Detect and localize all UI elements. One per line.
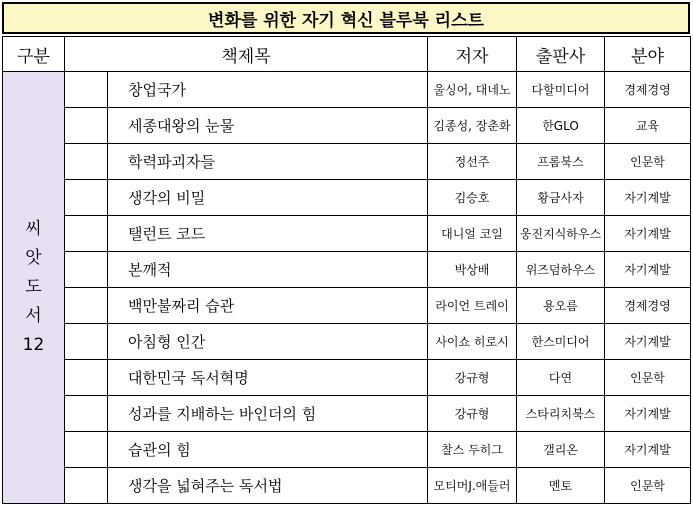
book-publisher: 다연 — [517, 360, 605, 396]
blank-cell — [65, 180, 108, 216]
book-author: 울싱어, 대네노 — [428, 72, 517, 108]
category-line: 앗 — [25, 248, 42, 268]
book-field: 자기계발 — [605, 252, 691, 288]
book-author: 박상배 — [428, 252, 517, 288]
table-row — [3, 108, 691, 144]
blank-cell — [65, 360, 108, 396]
table-row — [3, 432, 691, 468]
book-publisher: 웅진지식하우스 — [517, 216, 605, 252]
table-row — [3, 144, 691, 180]
blank-cell — [65, 396, 108, 432]
book-author: 라이언 트레이 — [428, 288, 517, 324]
book-field: 경제경영 — [605, 288, 691, 324]
blank-cell — [65, 432, 108, 468]
book-title: 대한민국 독서혁명 — [108, 360, 428, 396]
book-author: 대니얼 코일 — [428, 216, 517, 252]
blank-cell — [65, 324, 108, 360]
book-title: 본깨적 — [108, 252, 428, 288]
sheet-title: 변화를 위한 자기 혁신 블루북 리스트 — [2, 2, 690, 34]
book-publisher: 다할미디어 — [517, 72, 605, 108]
blank-cell — [65, 216, 108, 252]
table-row — [3, 252, 691, 288]
book-author: 찰스 두히그 — [428, 432, 517, 468]
book-publisher: 한스미디어 — [517, 324, 605, 360]
book-field: 자기계발 — [605, 180, 691, 216]
book-title: 탤런트 코드 — [108, 216, 428, 252]
book-field: 인문학 — [605, 360, 691, 396]
book-publisher: 스타리치북스 — [517, 396, 605, 432]
book-title: 생각을 넓혀주는 독서법 — [108, 468, 428, 504]
header-category: 구분 — [3, 37, 65, 72]
header-field: 분야 — [605, 37, 691, 72]
category-line: 서 — [25, 306, 42, 326]
table-row — [3, 216, 691, 252]
book-title: 학력파괴자들 — [108, 144, 428, 180]
book-title: 세종대왕의 눈물 — [108, 108, 428, 144]
blank-cell — [65, 288, 108, 324]
book-title: 아침형 인간 — [108, 324, 428, 360]
book-publisher: 위즈덤하우스 — [517, 252, 605, 288]
book-publisher: 용오름 — [517, 288, 605, 324]
book-author: 강규형 — [428, 360, 517, 396]
table-row — [3, 324, 691, 360]
header-row — [3, 37, 691, 72]
book-field: 교육 — [605, 108, 691, 144]
category-line: 씨 — [25, 219, 42, 239]
book-publisher: 멘토 — [517, 468, 605, 504]
book-field: 인문학 — [605, 144, 691, 180]
table-row — [3, 288, 691, 324]
blank-cell — [65, 252, 108, 288]
book-title: 습관의 힘 — [108, 432, 428, 468]
book-field: 자기계발 — [605, 324, 691, 360]
book-title: 백만불짜리 습관 — [108, 288, 428, 324]
table-row — [3, 396, 691, 432]
blank-cell — [65, 72, 108, 108]
category-line: 12 — [22, 335, 45, 355]
blank-cell — [65, 468, 108, 504]
book-author: 사이쇼 히로시 — [428, 324, 517, 360]
header-book-title: 책제목 — [65, 37, 428, 72]
header-author: 저자 — [428, 37, 517, 72]
book-author: 강규형 — [428, 396, 517, 432]
table-row — [3, 468, 691, 504]
book-publisher: 황금사자 — [517, 180, 605, 216]
book-table — [2, 36, 691, 504]
book-field: 자기계발 — [605, 396, 691, 432]
category-cell — [3, 72, 65, 504]
table-row — [3, 360, 691, 396]
book-publisher: 갤리온 — [517, 432, 605, 468]
blank-cell — [65, 144, 108, 180]
book-author: 김종성, 장춘화 — [428, 108, 517, 144]
book-author: 김승호 — [428, 180, 517, 216]
table-row — [3, 72, 691, 108]
book-title: 창업국가 — [108, 72, 428, 108]
book-publisher: 한GLO — [517, 108, 605, 144]
book-publisher: 프롬북스 — [517, 144, 605, 180]
book-author: 모티머J.애들러 — [428, 468, 517, 504]
table-row — [3, 180, 691, 216]
book-field: 자기계발 — [605, 432, 691, 468]
blank-cell — [65, 108, 108, 144]
book-title: 성과를 지배하는 바인더의 힘 — [108, 396, 428, 432]
category-line: 도 — [25, 277, 42, 297]
book-field: 인문학 — [605, 468, 691, 504]
book-field: 자기계발 — [605, 216, 691, 252]
header-publisher: 출판사 — [517, 37, 605, 72]
book-field: 경제경영 — [605, 72, 691, 108]
book-author: 정선주 — [428, 144, 517, 180]
book-title: 생각의 비밀 — [108, 180, 428, 216]
